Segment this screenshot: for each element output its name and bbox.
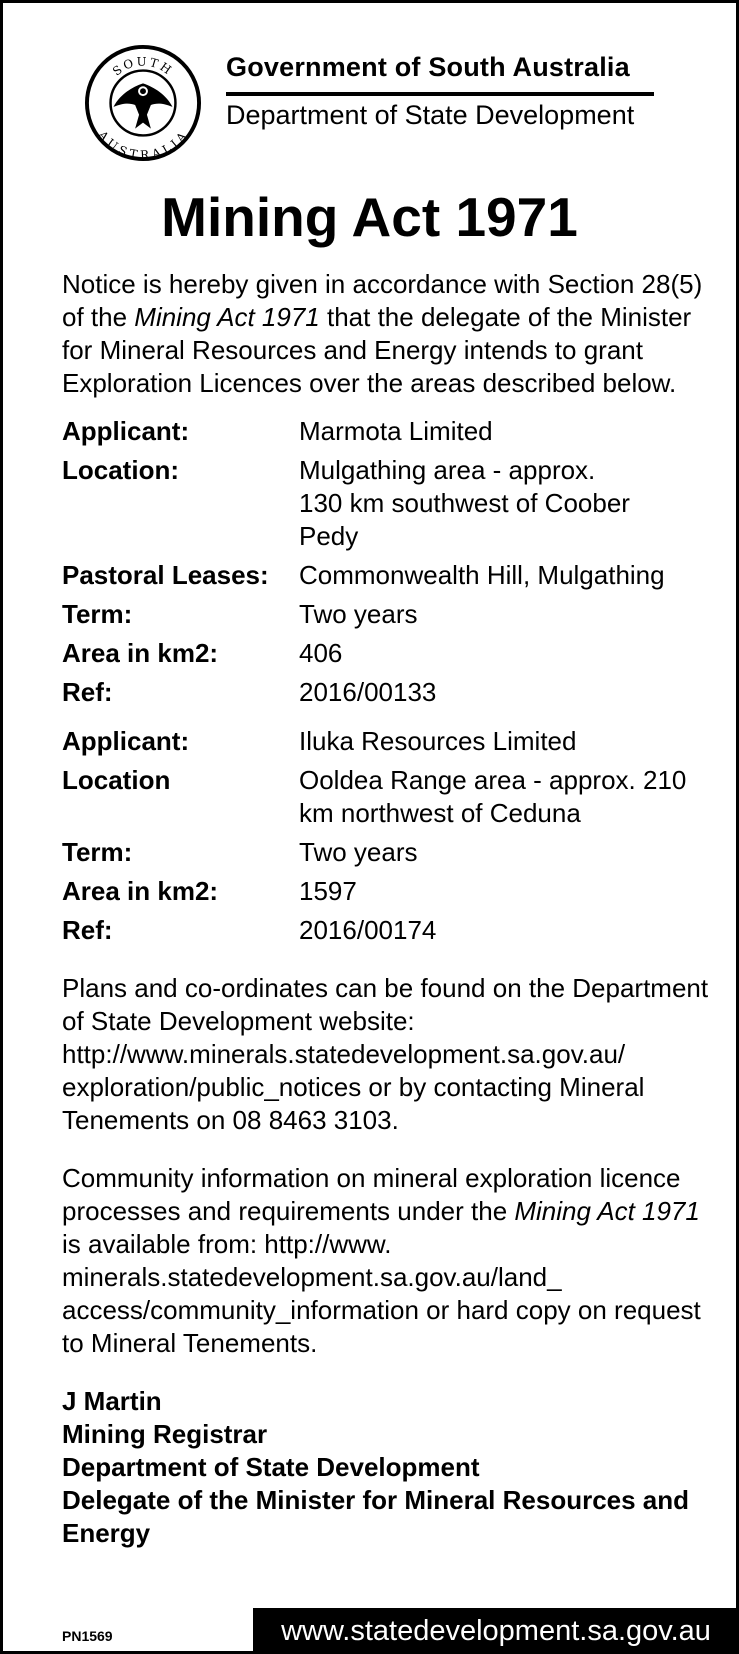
- plans-paragraph: Plans and co-ordinates can be found on the Department of State Development website: http://www.minerals.statedevelopment.sa.gov.au/ exploration/public_notices or by contacting Mineral Tenements on 08 8463 3103.: [62, 973, 709, 1135]
- signature-block: [62, 1385, 722, 1550]
- department-name: Department of State Development: [226, 100, 635, 130]
- website-banner: www.statedevelopment.sa.gov.au: [253, 1608, 739, 1654]
- piping-shrike-icon: [114, 83, 173, 128]
- svg-text:SOUTH: SOUTH: [109, 54, 176, 79]
- detail-row: Location: Mulgathing area - approx. 130 km southwest of Coober Pedy: [62, 455, 630, 551]
- detail-row: Term: Two years: [62, 599, 418, 629]
- signatory-role: Mining Registrar: [62, 1419, 268, 1449]
- header: [80, 42, 660, 172]
- header-divider: [226, 92, 654, 96]
- application-2: [62, 725, 722, 947]
- detail-row: Area in km2: 406: [62, 638, 343, 668]
- community-paragraph: Community information on mineral exploration licence processes and requirements under the Mining Act 1971 is available from: http://www. minerals.statedevelopment.sa.gov.au/land_ access/community_information or hard copy on request to Mineral Tenements.: [62, 1163, 701, 1358]
- signatory-name: J Martin: [62, 1386, 162, 1416]
- government-name: Government of South Australia: [226, 52, 630, 82]
- detail-row: Ref: 2016/00133: [62, 677, 437, 707]
- signatory-department: Department of State Development: [62, 1452, 480, 1482]
- page-title: Mining Act 1971: [161, 186, 578, 248]
- publication-code: PN1569: [62, 1628, 113, 1644]
- detail-row: Applicant: Iluka Resources Limited: [62, 726, 577, 756]
- detail-row: Pastoral Leases: Commonwealth Hill, Mulgathing: [62, 560, 665, 590]
- notice-body: [62, 268, 722, 1550]
- detail-row: Ref: 2016/00174: [62, 915, 437, 945]
- detail-row: Term: Two years: [62, 837, 418, 867]
- notice-paragraph: Notice is hereby given in accordance with Section 28(5) of the Mining Act 1971 that the delegate of the Minister for Mineral Resources and Energy intends to grant Exploration Licences over the areas described below.: [62, 269, 703, 398]
- act-name: Mining Act 1971: [514, 1196, 700, 1226]
- detail-row: Applicant: Marmota Limited: [62, 416, 493, 446]
- detail-row: Area in km2: 1597: [62, 876, 357, 906]
- act-name: Mining Act 1971: [134, 302, 320, 332]
- signatory-delegate: Delegate of the Minister for Mineral Resources and Energy: [62, 1485, 690, 1548]
- svg-text:AUSTRALIA: AUSTRALIA: [95, 128, 191, 162]
- state-seal-icon: [84, 44, 202, 162]
- application-1: [62, 415, 722, 709]
- detail-row: Location Ooldea Range area - approx. 210 km northwest of Ceduna: [62, 765, 687, 828]
